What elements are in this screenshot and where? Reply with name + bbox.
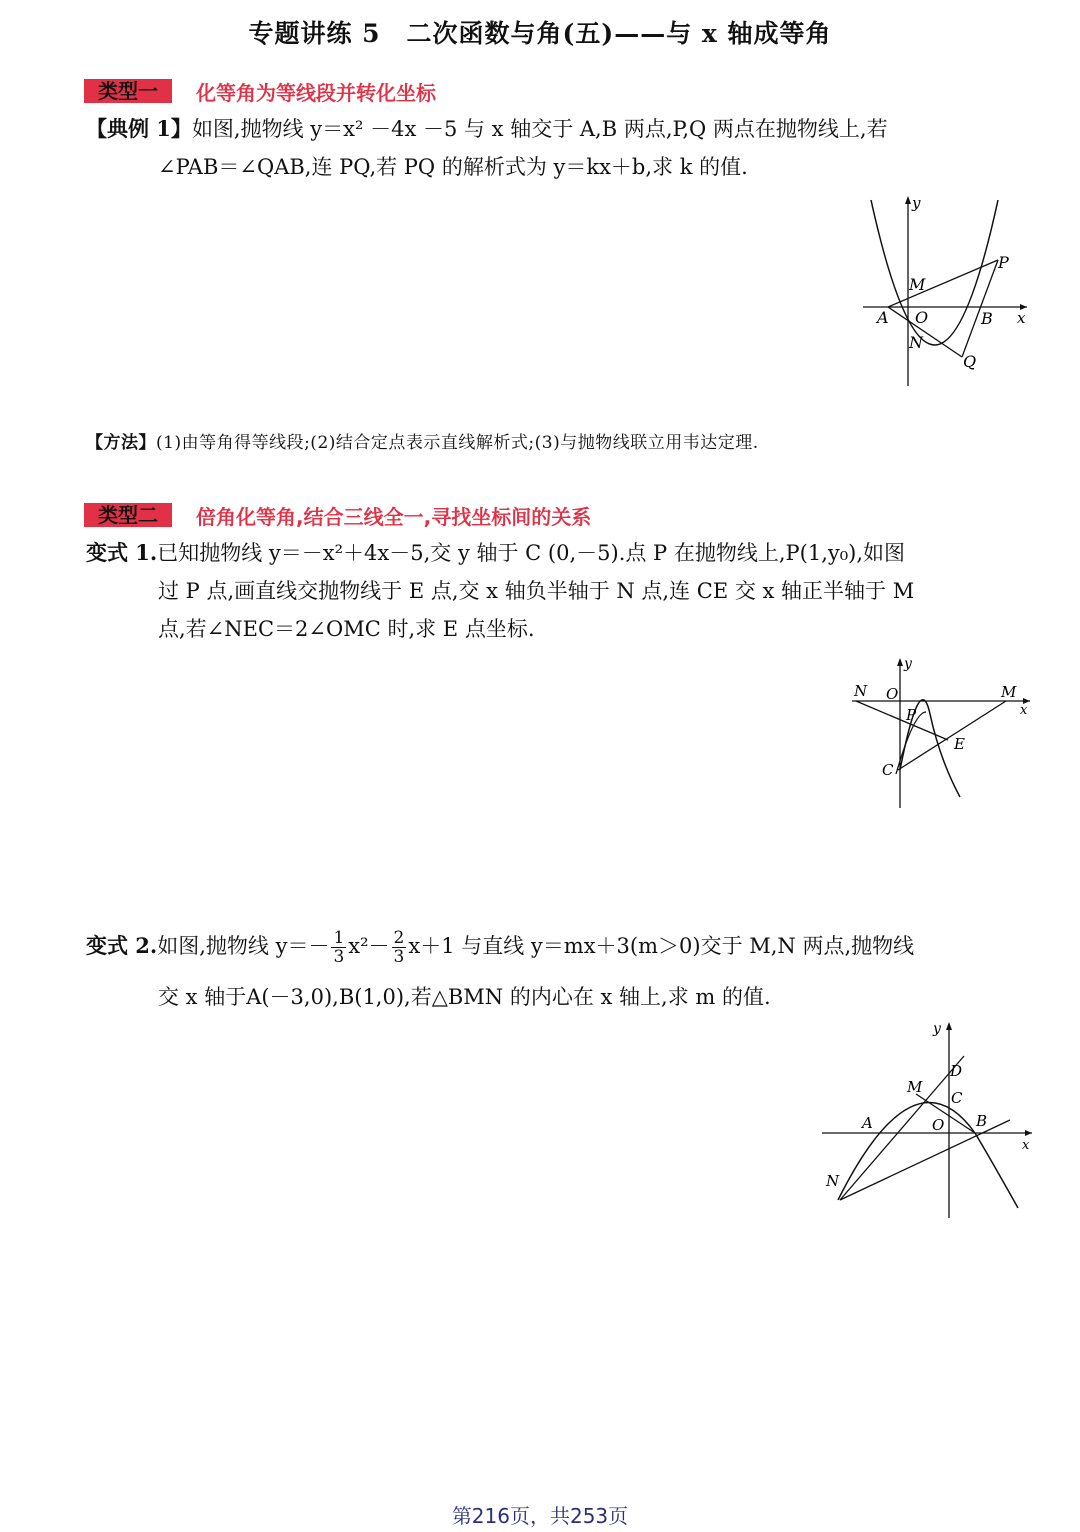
variant1 — [86, 534, 1046, 648]
example1-line2: ∠PAB＝∠QAB,连 PQ,若 PQ 的解析式为 y＝kx＋b,求 k 的值. — [158, 155, 748, 179]
example1-label: 【典例 1】 — [86, 116, 192, 141]
type2-title: 倍角化等角,结合三线全一,寻找坐标间的关系 — [196, 504, 592, 529]
fig1-label-a: A — [877, 308, 889, 327]
fig2-label-n: N — [854, 682, 868, 700]
frac1-num: 1 — [333, 928, 345, 948]
fig1-label-o: O — [915, 308, 929, 327]
figure-1 — [855, 190, 1035, 390]
fig2-label-y: y — [904, 656, 912, 672]
fig3-label-m: M — [907, 1078, 923, 1096]
figure-3 — [818, 1018, 1038, 1223]
example1 — [86, 110, 1046, 186]
fig1-label-y: y — [912, 194, 921, 212]
fig3-label-d: D — [950, 1062, 963, 1080]
variant2-line2: 交 x 轴于A(－3,0),B(1,0),若△BMN 的内心在 x 轴上,求 m 的值. — [158, 985, 771, 1009]
page-number: 第216页，共253页 — [451, 1504, 629, 1528]
fig2-label-x: x — [1020, 703, 1028, 718]
fig2-label-e: E — [954, 735, 965, 753]
fig3-label-n: N — [826, 1172, 840, 1190]
fig3-label-c: C — [951, 1089, 963, 1107]
fig1-label-n: N — [909, 333, 923, 352]
type2-tag: 类型二 — [84, 503, 172, 527]
type2-header — [84, 502, 591, 528]
fig2-label-m: M — [1001, 683, 1017, 701]
variant2-line1c: x＋1 与直线 y＝mx＋3(m＞0)交于 M,N 两点,抛物线 — [408, 934, 915, 958]
variant2-line1a: 如图,抛物线 y＝－ — [157, 934, 330, 958]
fig1-label-x: x — [1017, 309, 1026, 327]
fig3-label-x: x — [1022, 1138, 1030, 1153]
variant2-line1b: x²－ — [348, 934, 390, 958]
frac2-den: 3 — [393, 947, 405, 967]
example1-line1: 如图,抛物线 y＝x² －4x －5 与 x 轴交于 A,B 两点,P,Q 两点在抛物线上,若 — [191, 117, 888, 141]
fraction-one-third — [331, 929, 346, 966]
fig1-label-q: Q — [963, 352, 977, 371]
fig3-label-a: A — [862, 1114, 873, 1132]
page-title: 专题讲练 5 二次函数与角(五)——与 x 轴成等角 — [248, 19, 832, 48]
variant1-line2: 过 P 点,画直线交抛物线于 E 点,交 x 轴负半轴于 N 点,连 CE 交 x 轴正半轴于 M — [158, 579, 915, 603]
type1-title: 化等角为等线段并转化坐标 — [196, 80, 436, 105]
variant1-line1: 已知抛物线 y＝－x²＋4x－5,交 y 轴于 C (0,－5).点 P 在抛物线上,P(1,y₀),如图 — [157, 541, 906, 565]
variant1-label: 变式 1. — [86, 540, 158, 565]
fig2-label-p: P — [906, 706, 917, 724]
method-text: (1)由等角得等线段;(2)结合定点表示直线解析式;(3)与抛物线联立用韦达定理. — [156, 433, 759, 453]
frac2-num: 2 — [393, 928, 405, 948]
fig1-label-p: P — [998, 253, 1009, 272]
variant1-line3: 点,若∠NEC＝2∠OMC 时,求 E 点坐标. — [158, 617, 535, 641]
fig3-label-o: O — [932, 1116, 945, 1134]
fig2-label-o: O — [886, 685, 899, 703]
figure-2 — [848, 652, 1038, 812]
fig2-label-c: C — [882, 761, 894, 779]
type1-tag: 类型一 — [84, 79, 172, 103]
fig3-label-y: y — [933, 1021, 941, 1037]
fig3-label-b: B — [976, 1112, 988, 1130]
method-label: 【方法】 — [86, 433, 156, 453]
method-note — [86, 428, 759, 453]
variant2 — [86, 918, 1046, 1020]
fig1-label-b: B — [981, 309, 993, 328]
fig1-label-m: M — [909, 275, 926, 294]
variant2-label: 变式 2. — [86, 933, 158, 958]
frac1-den: 3 — [333, 947, 345, 967]
fraction-two-thirds — [392, 929, 407, 966]
type1-header — [84, 78, 436, 104]
